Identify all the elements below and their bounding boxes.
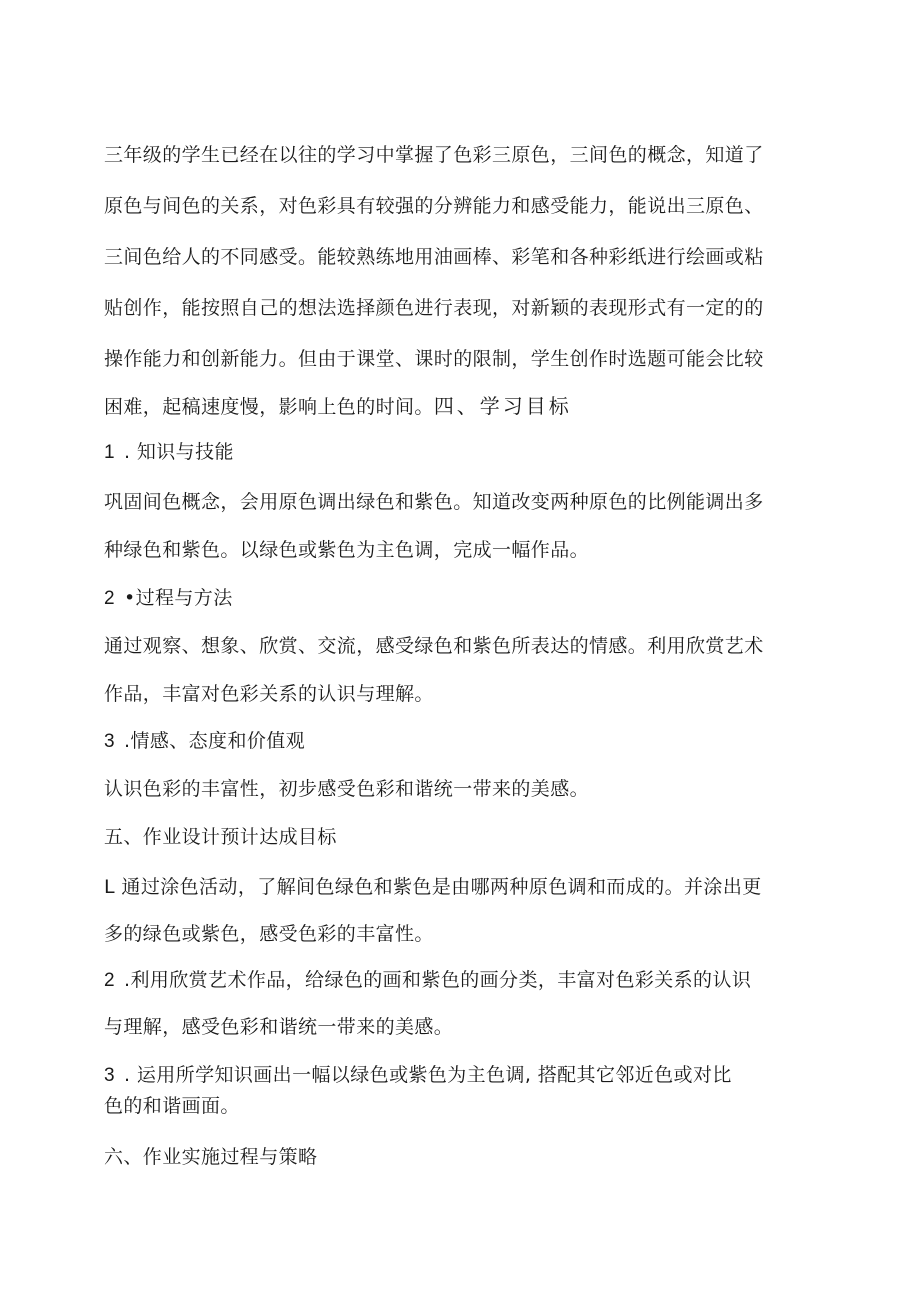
section5-item2-line: [104, 968, 751, 993]
paragraph-line: 操作能力和创新能力。但由于课堂、课时的限制，学生创作时选题可能会比较: [104, 348, 764, 370]
paragraph-line-with-heading: [104, 394, 572, 419]
section-heading-implementation: 六、作业实施过程与策略: [104, 1146, 318, 1168]
section-heading-learning-goals: 四、学习目标: [433, 394, 572, 418]
goal-label: •过程与方法: [124, 587, 233, 609]
goal-text-line: 认识色彩的丰富性，初步感受色彩和谐统一带来的美感。: [104, 778, 590, 800]
section5-item3-line: [104, 1063, 732, 1088]
paragraph-line: 原色与间色的关系，对色彩具有较强的分辨能力和感受能力，能说出三原色、: [104, 195, 764, 217]
paragraph-line: 三年级的学生已经在以往的学习中掌握了色彩三原色，三间色的概念，知道了: [104, 144, 764, 166]
goal-text-line: 作品，丰富对色彩关系的认识与理解。: [104, 683, 434, 705]
goal-heading-process: [104, 586, 233, 611]
item-text: . 运用所学知识画出一幅以绿色或紫色为主色调, 搭配其它邻近色或对比: [124, 1064, 732, 1086]
goal-text-line: 种绿色和紫色。以绿色或紫色为主色调，完成一幅作品。: [104, 539, 590, 561]
section5-item2-line: 与理解，感受色彩和谐统一带来的美感。: [104, 1016, 454, 1038]
goal-heading-knowledge: [104, 440, 234, 465]
goal-number: 2: [104, 588, 115, 609]
goal-text-line: 巩固间色概念，会用原色调出绿色和紫色。知道改变两种原色的比例能调出多: [104, 491, 764, 513]
goal-text-line: 通过观察、想象、欣赏、交流，感受绿色和紫色所表达的情感。利用欣赏艺术: [104, 635, 764, 657]
goal-number: 3: [104, 731, 115, 752]
paragraph-line: 贴创作，能按照自己的想法选择颜色进行表现，对新颖的表现形式有一定的的: [104, 297, 764, 319]
paragraph-last-line: 困难，起稿速度慢，影响上色的时间。: [104, 396, 434, 418]
goal-label: . 知识与技能: [124, 441, 234, 463]
section5-item1-line: 多的绿色或紫色，感受色彩的丰富性。: [104, 923, 434, 945]
section5-item3-line: 色的和谐画面。: [104, 1095, 240, 1117]
item-number: 3: [104, 1065, 115, 1086]
item-number: 2: [104, 970, 115, 991]
goal-heading-emotion: [104, 729, 305, 754]
goal-number: 1: [104, 442, 115, 463]
section-heading-expected-goals: 五、作业设计预计达成目标: [104, 826, 337, 848]
paragraph-line: 三间色给人的不同感受。能较熟练地用油画棒、彩笔和各种彩纸进行绘画或粘: [104, 246, 764, 268]
item-text: .利用欣赏艺术作品，给绿色的画和紫色的画分类，丰富对色彩关系的认识: [124, 969, 752, 991]
section5-item1-line: L 通过涂色活动，了解间色绿色和紫色是由哪两种原色调和而成的。并涂出更: [104, 876, 762, 898]
goal-label: .情感、态度和价值观: [124, 730, 306, 752]
